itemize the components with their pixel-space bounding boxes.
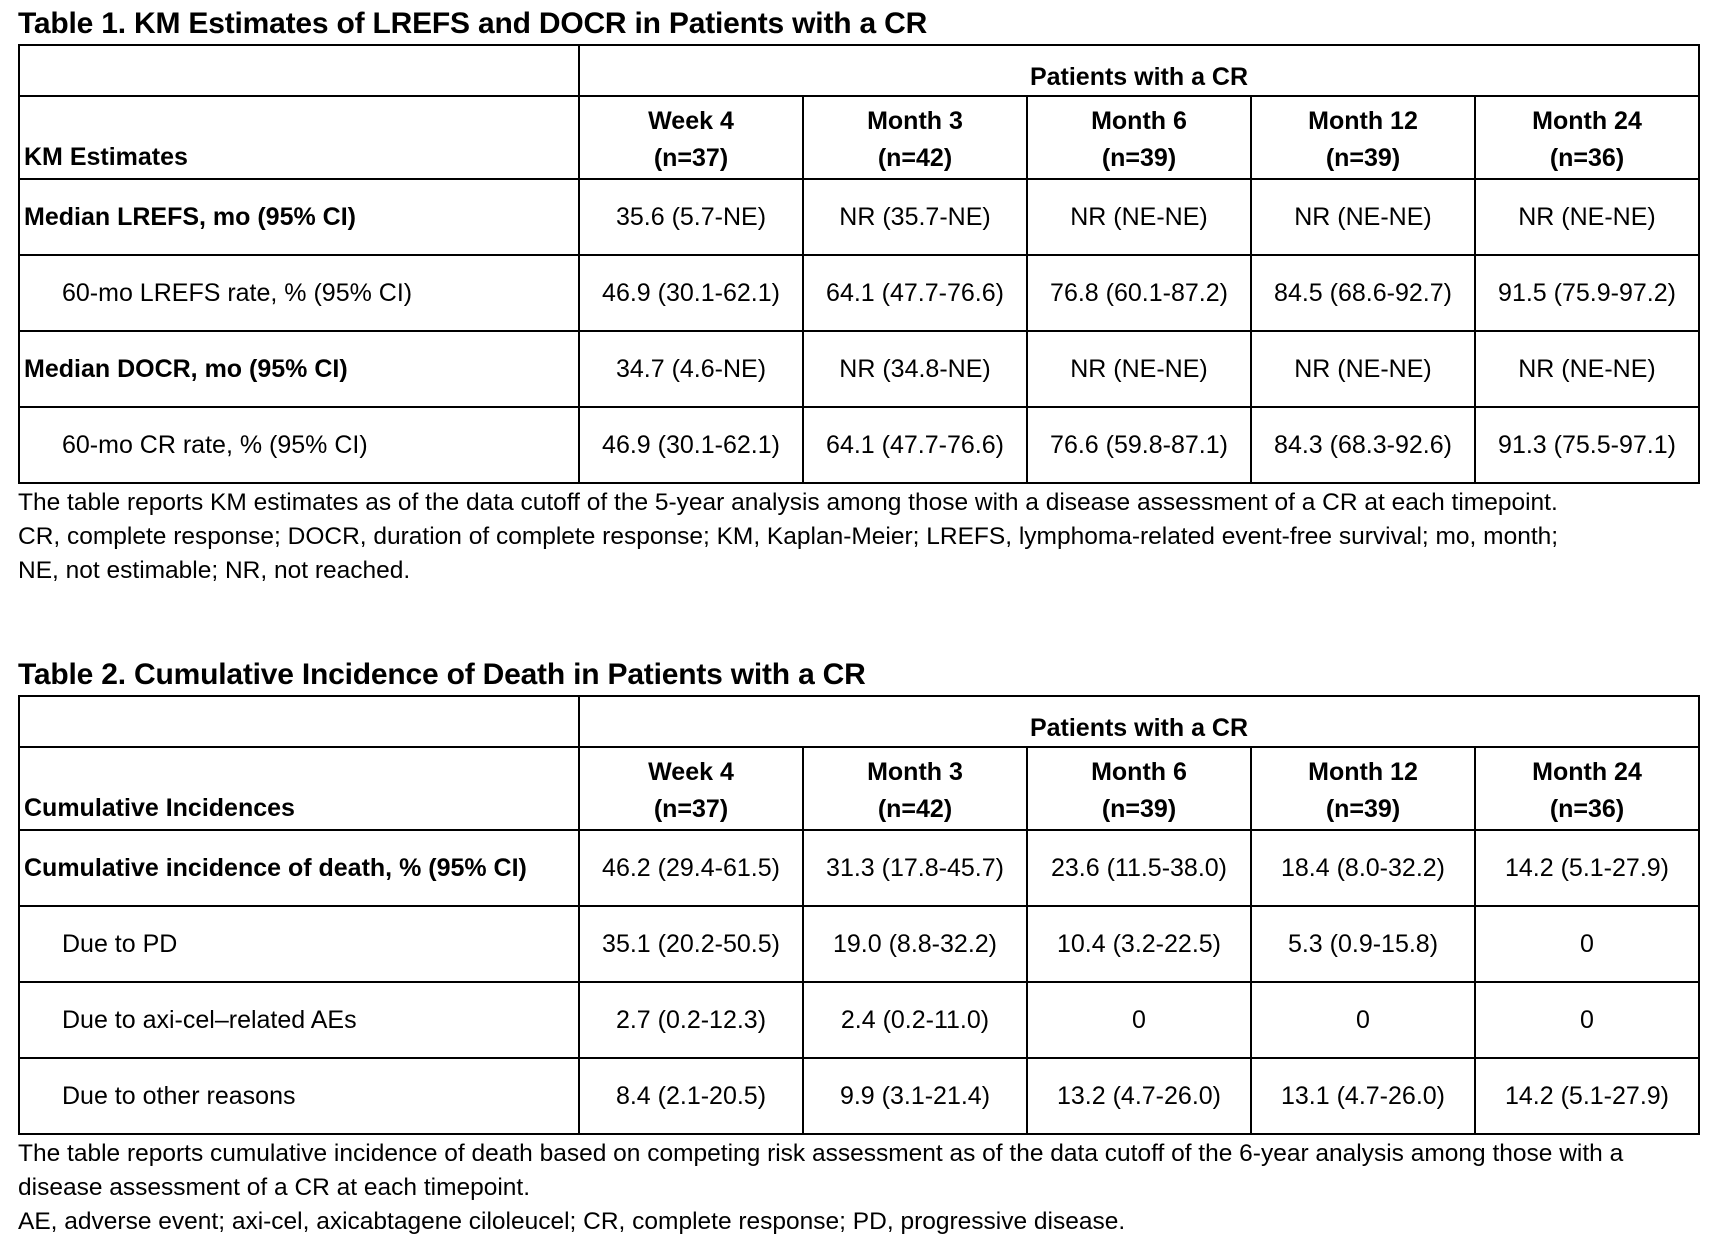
footnote: CR, complete response; DOCR, duration of complete response; KM, Kaplan-Meier; LREFS, lymphoma-related event-free survival; mo, month; xyxy=(18,523,1559,550)
table-cell: NR (NE-NE) xyxy=(1251,331,1475,407)
table-cell: NR (NE-NE) xyxy=(1027,179,1251,255)
table-cell: 84.3 (68.3-92.6) xyxy=(1251,407,1475,483)
column-label: Month 12 xyxy=(1308,107,1418,135)
table2-footnotes xyxy=(18,1137,1700,1239)
table-cell: 8.4 (2.1-20.5) xyxy=(579,1058,803,1134)
footnote: The table reports KM estimates as of the data cutoff of the 5-year analysis among those with a disease assessment of a CR at each timepoint. xyxy=(18,489,1558,516)
table-cell: 19.0 (8.8-32.2) xyxy=(803,906,1027,982)
table-cell: NR (NE-NE) xyxy=(1475,331,1699,407)
row-label: Due to axi-cel–related AEs xyxy=(19,982,579,1058)
table-cell: 14.2 (5.1-27.9) xyxy=(1475,1058,1699,1134)
table2-column-header xyxy=(1475,747,1699,830)
column-label: Month 6 xyxy=(1091,758,1187,786)
column-label: Week 4 xyxy=(648,107,734,135)
table2-column-header xyxy=(579,747,803,830)
table-cell: 84.5 (68.6-92.7) xyxy=(1251,255,1475,331)
table-cell: 23.6 (11.5-38.0) xyxy=(1027,830,1251,906)
column-n: (n=42) xyxy=(877,795,953,823)
column-label: Month 24 xyxy=(1532,758,1642,786)
table-cell: 64.1 (47.7-76.6) xyxy=(803,255,1027,331)
table-cell: 46.9 (30.1-62.1) xyxy=(579,255,803,331)
table-cell: 9.9 (3.1-21.4) xyxy=(803,1058,1027,1134)
table2-group-header-row xyxy=(19,696,1699,747)
table2-corner-cell xyxy=(19,696,579,747)
footnote: The table reports cumulative incidence of death based on competing risk assessment as of the data cutoff of the 6-year analysis among those with a disease assessment of a CR at each timepoint. xyxy=(18,1140,1624,1201)
row-label: Due to other reasons xyxy=(19,1058,579,1134)
table-cell: 91.5 (75.9-97.2) xyxy=(1475,255,1699,331)
table-cell: 34.7 (4.6-NE) xyxy=(579,331,803,407)
table-cell: NR (NE-NE) xyxy=(1475,179,1699,255)
table-cell: 5.3 (0.9-15.8) xyxy=(1251,906,1475,982)
table-cell: 76.6 (59.8-87.1) xyxy=(1027,407,1251,483)
table1-column-header xyxy=(1027,96,1251,179)
table-row xyxy=(19,982,1699,1058)
table-cell: 18.4 (8.0-32.2) xyxy=(1251,830,1475,906)
table-cell: 46.2 (29.4-61.5) xyxy=(579,830,803,906)
table-cell: 35.6 (5.7-NE) xyxy=(579,179,803,255)
table2 xyxy=(18,695,1700,1135)
table-cell: 64.1 (47.7-76.6) xyxy=(803,407,1027,483)
table-cell: 0 xyxy=(1475,982,1699,1058)
table1-column-header xyxy=(803,96,1027,179)
table1-group-header-row xyxy=(19,45,1699,96)
column-n: (n=36) xyxy=(1549,795,1625,823)
table-cell: 31.3 (17.8-45.7) xyxy=(803,830,1027,906)
table-row xyxy=(19,830,1699,906)
column-n: (n=39) xyxy=(1325,795,1401,823)
table1-title: Table 1. KM Estimates of LREFS and DOCR in Patients with a CR xyxy=(18,7,928,40)
column-n: (n=39) xyxy=(1101,795,1177,823)
table1-column-header xyxy=(1251,96,1475,179)
table1-group-header: Patients with a CR xyxy=(579,45,1699,96)
footnote: AE, adverse event; axi-cel, axicabtagene ciloleucel; CR, complete response; PD, progressive disease. xyxy=(18,1208,1126,1235)
table-cell: 2.7 (0.2-12.3) xyxy=(579,982,803,1058)
column-label: Month 6 xyxy=(1091,107,1187,135)
table-cell: 13.1 (4.7-26.0) xyxy=(1251,1058,1475,1134)
column-n: (n=39) xyxy=(1101,144,1177,172)
table1-section xyxy=(18,4,1700,588)
table2-column-header xyxy=(803,747,1027,830)
table1-column-header xyxy=(579,96,803,179)
table-cell: NR (34.8-NE) xyxy=(803,331,1027,407)
row-label: 60-mo CR rate, % (95% CI) xyxy=(19,407,579,483)
column-n: (n=36) xyxy=(1549,144,1625,172)
table-cell: 0 xyxy=(1027,982,1251,1058)
column-label: Month 24 xyxy=(1532,107,1642,135)
table-cell: 14.2 (5.1-27.9) xyxy=(1475,830,1699,906)
column-label: Month 3 xyxy=(867,107,963,135)
table2-row-header: Cumulative Incidences xyxy=(19,747,579,830)
row-label: Cumulative incidence of death, % (95% CI) xyxy=(19,830,579,906)
table2-column-header xyxy=(1027,747,1251,830)
table1 xyxy=(18,44,1700,484)
table2-title: Table 2. Cumulative Incidence of Death in Patients with a CR xyxy=(18,658,866,691)
footnote: NE, not estimable; NR, not reached. xyxy=(18,557,411,584)
table-row xyxy=(19,331,1699,407)
table-cell: 2.4 (0.2-11.0) xyxy=(803,982,1027,1058)
table1-footnotes xyxy=(18,486,1700,588)
table-cell: NR (NE-NE) xyxy=(1027,331,1251,407)
table-cell: 91.3 (75.5-97.1) xyxy=(1475,407,1699,483)
column-n: (n=42) xyxy=(877,144,953,172)
table-cell: 76.8 (60.1-87.2) xyxy=(1027,255,1251,331)
table2-column-header-row xyxy=(19,747,1699,830)
table2-column-header xyxy=(1251,747,1475,830)
column-n: (n=37) xyxy=(653,795,729,823)
column-label: Month 12 xyxy=(1308,758,1418,786)
row-label: Due to PD xyxy=(19,906,579,982)
row-label: Median LREFS, mo (95% CI) xyxy=(19,179,579,255)
table2-section xyxy=(18,655,1700,1239)
table-cell: 0 xyxy=(1475,906,1699,982)
column-label: Week 4 xyxy=(648,758,734,786)
row-label: 60-mo LREFS rate, % (95% CI) xyxy=(19,255,579,331)
table-row xyxy=(19,906,1699,982)
table2-group-header: Patients with a CR xyxy=(579,696,1699,747)
table-cell: 35.1 (20.2-50.5) xyxy=(579,906,803,982)
table-row xyxy=(19,1058,1699,1134)
table-cell: 10.4 (3.2-22.5) xyxy=(1027,906,1251,982)
table-cell: NR (35.7-NE) xyxy=(803,179,1027,255)
column-n: (n=39) xyxy=(1325,144,1401,172)
table1-row-header: KM Estimates xyxy=(19,96,579,179)
table1-column-header-row xyxy=(19,96,1699,179)
table-row xyxy=(19,255,1699,331)
column-label: Month 3 xyxy=(867,758,963,786)
column-n: (n=37) xyxy=(653,144,729,172)
table1-column-header xyxy=(1475,96,1699,179)
row-label: Median DOCR, mo (95% CI) xyxy=(19,331,579,407)
table-row xyxy=(19,407,1699,483)
table-cell: 13.2 (4.7-26.0) xyxy=(1027,1058,1251,1134)
table1-corner-cell xyxy=(19,45,579,96)
table-row xyxy=(19,179,1699,255)
table-cell: 0 xyxy=(1251,982,1475,1058)
table-cell: 46.9 (30.1-62.1) xyxy=(579,407,803,483)
table-cell: NR (NE-NE) xyxy=(1251,179,1475,255)
